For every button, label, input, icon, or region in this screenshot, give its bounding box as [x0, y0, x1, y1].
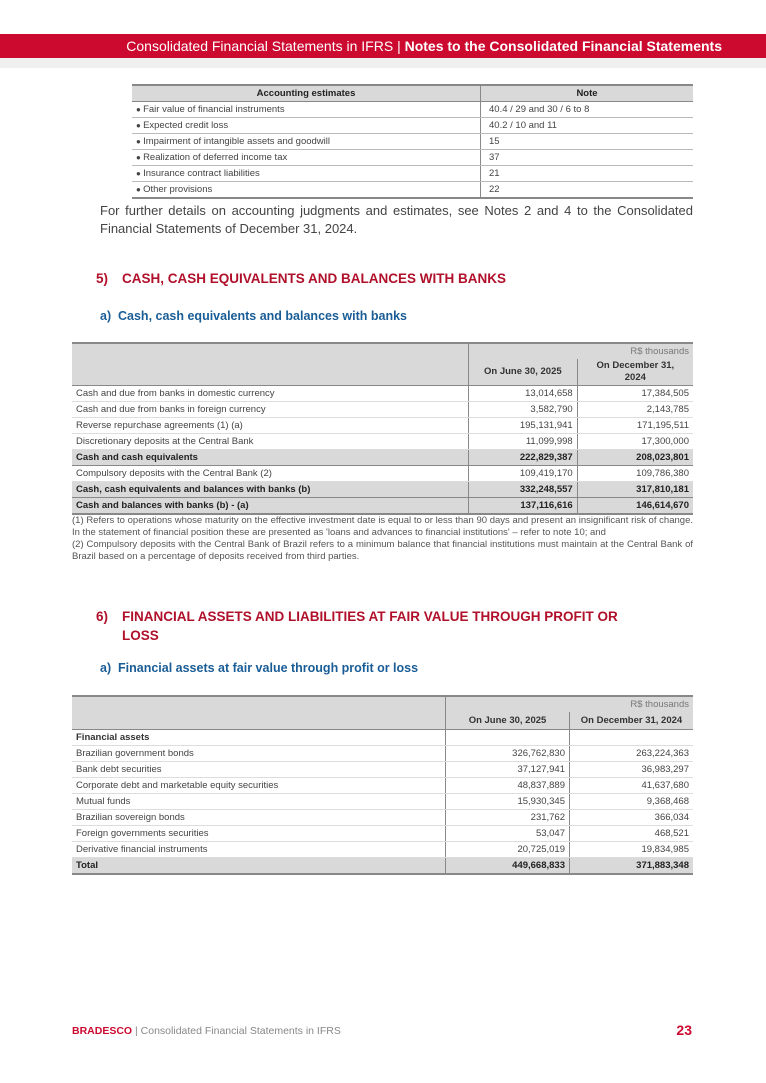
row-label: Mutual funds: [72, 794, 446, 810]
section-title-line2: LOSS: [122, 628, 159, 643]
row-value: 17,384,505: [577, 386, 693, 402]
note-ref: 21: [481, 166, 694, 182]
unit-label: R$ thousands: [446, 696, 694, 712]
row-value: 263,224,363: [570, 746, 694, 762]
subsection-title: Cash, cash equivalents and balances with banks: [118, 309, 407, 323]
page-header: [0, 34, 766, 58]
row-value: 137,116,616: [468, 498, 577, 515]
row-label: Derivative financial instruments: [72, 842, 446, 858]
row-value: 9,368,468: [570, 794, 694, 810]
table-row: [72, 794, 693, 810]
row-value: 449,668,833: [446, 858, 570, 875]
section-title: CASH, CASH EQUIVALENTS AND BALANCES WITH BANKS: [122, 271, 507, 286]
table-row: [132, 118, 693, 134]
bullet-icon: ●: [136, 153, 144, 162]
subtotal-row: [72, 450, 693, 466]
note-ref: 37: [481, 150, 694, 166]
note-ref: 22: [481, 182, 694, 199]
estimate-label: [132, 102, 481, 118]
row-label: Brazilian sovereign bonds: [72, 810, 446, 826]
row-value: 20,725,019: [446, 842, 570, 858]
row-value: 53,047: [446, 826, 570, 842]
col-header-june: On June 30, 2025: [468, 359, 577, 386]
table-row: [72, 386, 693, 402]
row-value: 3,582,790: [468, 402, 577, 418]
row-label: Total: [72, 858, 446, 875]
row-value: 326,762,830: [446, 746, 570, 762]
row-value: 195,131,941: [468, 418, 577, 434]
group-label: Financial assets: [72, 730, 446, 746]
section-number: 6): [96, 609, 109, 624]
estimates-paragraph: For further details on accounting judgments and estimates, see Notes 2 and 4 to the Consolidated Financial Statements of December 31, 2024.: [100, 203, 693, 236]
note-ref: 15: [481, 134, 694, 150]
table-row: [72, 746, 693, 762]
page-number: 23: [676, 1022, 692, 1038]
cash-notes: [72, 515, 693, 563]
bullet-icon: ●: [136, 137, 144, 146]
section-number: 5): [96, 271, 109, 286]
row-value: 15,930,345: [446, 794, 570, 810]
estimate-text: Realization of deferred income tax: [143, 152, 288, 163]
col-header-december: On December 31, 2024: [577, 359, 693, 386]
row-value: 208,023,801: [577, 450, 693, 466]
bullet-icon: ●: [136, 185, 144, 194]
total-row: [72, 498, 693, 515]
table-row: [132, 102, 693, 118]
estimate-text: Impairment of intangible assets and goodwill: [143, 136, 331, 147]
row-label: Corporate debt and marketable equity securities: [72, 778, 446, 794]
estimate-text: Insurance contract liabilities: [143, 168, 260, 179]
row-value: 13,014,658: [468, 386, 577, 402]
header-doc-title: Consolidated Financial Statements in IFRS: [126, 38, 394, 54]
table-row: [72, 842, 693, 858]
note-ref: 40.2 / 10 and 11: [481, 118, 694, 134]
header-strip: [0, 58, 766, 68]
row-value: 37,127,941: [446, 762, 570, 778]
footer-brand: BRADESCO: [72, 1025, 133, 1037]
row-value: 317,810,181: [577, 482, 693, 498]
section-5a-heading: [100, 309, 407, 323]
subtotal-row: [72, 482, 693, 498]
estimate-text: Expected credit loss: [143, 120, 229, 131]
estimate-label: [132, 134, 481, 150]
row-value: 17,300,000: [577, 434, 693, 450]
row-label: Cash and due from banks in domestic currency: [72, 386, 468, 402]
fvtpl-table: [72, 695, 693, 875]
note-ref: 40.4 / 29 and 30 / 6 to 8: [481, 102, 694, 118]
row-value: 222,829,387: [468, 450, 577, 466]
row-label: Compulsory deposits with the Central Bank (2): [72, 466, 468, 482]
table-row: [72, 826, 693, 842]
row-value: 36,983,297: [570, 762, 694, 778]
row-value: 109,786,380: [577, 466, 693, 482]
row-value: 19,834,985: [570, 842, 694, 858]
table-row: [132, 166, 693, 182]
table-row: [72, 778, 693, 794]
row-label: Cash and cash equivalents: [72, 450, 468, 466]
table-row: [72, 762, 693, 778]
header-separator: |: [397, 38, 401, 54]
estimate-text: Other provisions: [143, 184, 213, 195]
row-label: Discretionary deposits at the Central Bank: [72, 434, 468, 450]
table-row: [72, 810, 693, 826]
row-value: 2,143,785: [577, 402, 693, 418]
row-value: 41,637,680: [570, 778, 694, 794]
row-value: 366,034: [570, 810, 694, 826]
table-row: [72, 466, 693, 482]
row-value: 109,419,170: [468, 466, 577, 482]
row-label: Foreign governments securities: [72, 826, 446, 842]
table-row: [72, 402, 693, 418]
estimate-label: [132, 150, 481, 166]
col-header-june: On June 30, 2025: [446, 712, 570, 730]
bullet-icon: ●: [136, 105, 144, 114]
row-value: 48,837,889: [446, 778, 570, 794]
table-row: [132, 182, 693, 199]
section-5-heading: [96, 271, 506, 286]
estimate-label: [132, 118, 481, 134]
subsection-title: Financial assets at fair value through profit or loss: [118, 661, 419, 675]
estimate-label: [132, 166, 481, 182]
table-row: [132, 134, 693, 150]
row-label: Reverse repurchase agreements (1) (a): [72, 418, 468, 434]
table-header-estimates: Accounting estimates: [132, 85, 481, 102]
row-label: Brazilian government bonds: [72, 746, 446, 762]
footer: [72, 1025, 341, 1037]
unit-label: R$ thousands: [468, 343, 693, 359]
note-2: (2) Compulsory deposits with the Central Bank of Brazil refers to a minimum balance that financial institutions must maintain at the Central Bank of Brazil based on a percentage of deposits received from third parties.: [72, 539, 693, 562]
row-value: 171,195,511: [577, 418, 693, 434]
note-1: (1) Refers to operations whose maturity on the effective investment date is equal to or less than 90 days and present an insignificant risk of change. In the statement of financial position these are presented as 'loans and advances to financial institutions' – refer to note 10; and: [72, 515, 693, 538]
section-title-line1: FINANCIAL ASSETS AND LIABILITIES AT FAIR VALUE THROUGH PROFIT OR: [122, 609, 618, 624]
row-value: 468,521: [570, 826, 694, 842]
bullet-icon: ●: [136, 121, 144, 130]
header-section-title: Notes to the Consolidated Financial Statements: [404, 38, 722, 54]
footer-text: Consolidated Financial Statements in IFRS: [140, 1025, 341, 1037]
row-value: 146,614,670: [577, 498, 693, 515]
total-row: [72, 858, 693, 875]
row-label: Cash, cash equivalents and balances with banks (b): [72, 482, 468, 498]
row-label: Bank debt securities: [72, 762, 446, 778]
section-6a-heading: [100, 661, 418, 675]
row-value: 371,883,348: [570, 858, 694, 875]
row-value: 332,248,557: [468, 482, 577, 498]
bullet-icon: ●: [136, 169, 144, 178]
section-6-heading: [96, 607, 696, 645]
table-row: [72, 418, 693, 434]
row-value: 231,762: [446, 810, 570, 826]
subsection-number: a): [100, 309, 112, 323]
table-header-note: Note: [481, 85, 694, 102]
accounting-estimates-table: [132, 84, 693, 199]
table-row: [132, 150, 693, 166]
col-header-december: On December 31, 2024: [570, 712, 694, 730]
table-row: [72, 434, 693, 450]
subsection-number: a): [100, 661, 112, 675]
row-label: Cash and balances with banks (b) - (a): [72, 498, 468, 515]
estimate-label: [132, 182, 481, 199]
row-value: 11,099,998: [468, 434, 577, 450]
estimate-text: Fair value of financial instruments: [143, 104, 285, 115]
cash-table: [72, 342, 693, 515]
row-label: Cash and due from banks in foreign currency: [72, 402, 468, 418]
footer-separator: |: [135, 1025, 138, 1037]
